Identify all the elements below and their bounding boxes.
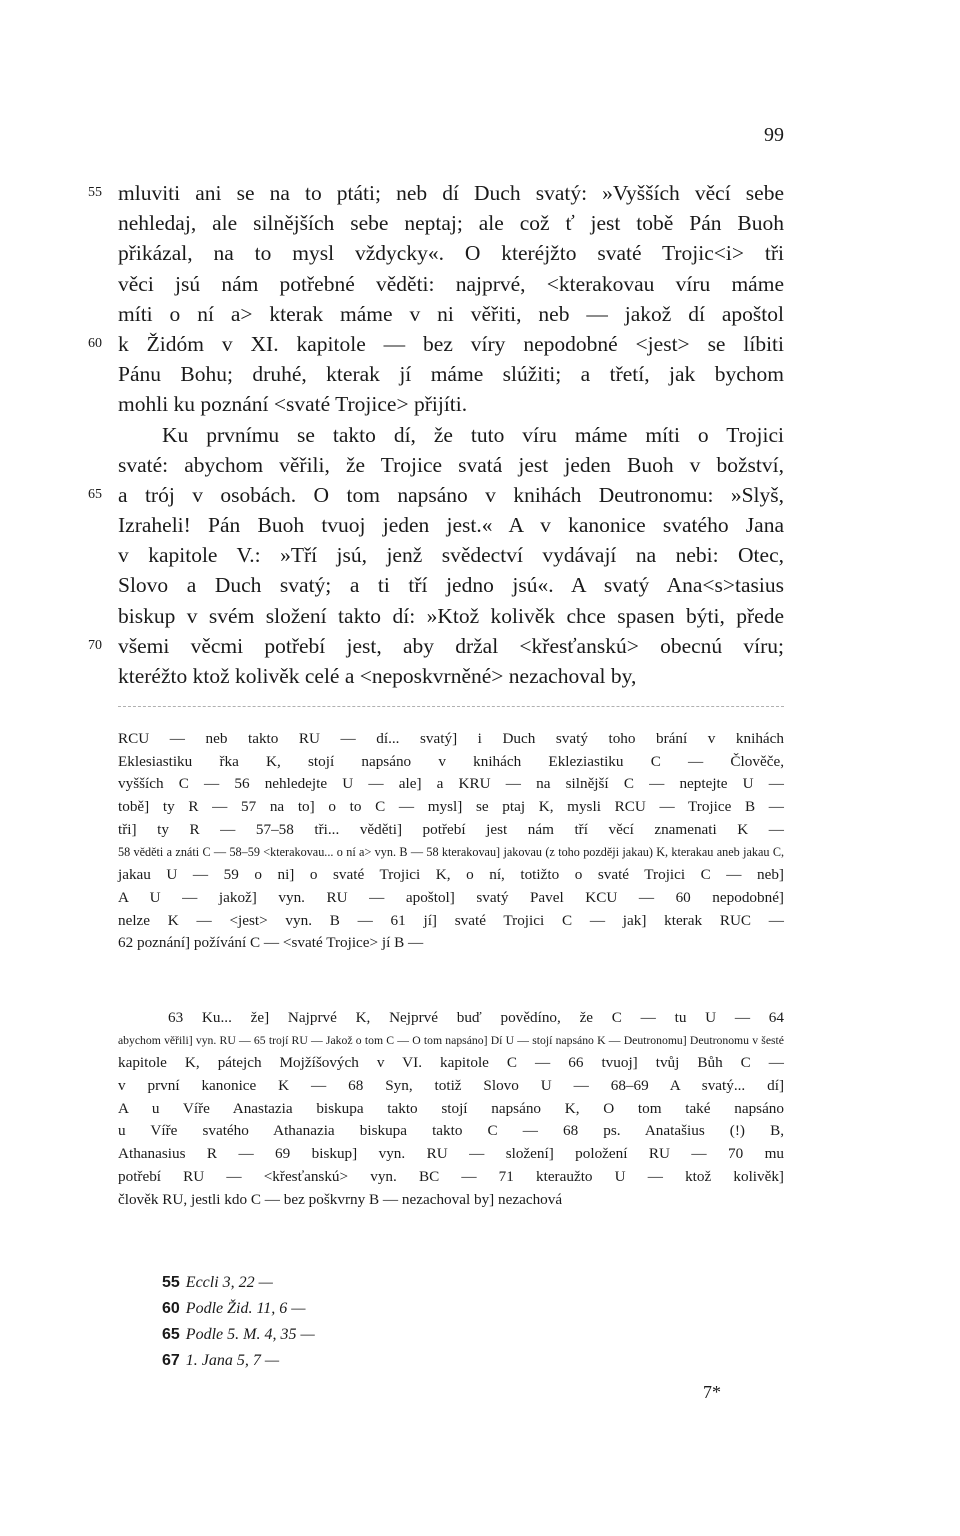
- line-number: 55: [88, 185, 102, 200]
- apparatus-line: tobě] ty R — 57 na to] o to C — mysl] se ptaj K, mysli RCU — Trojice B —: [118, 798, 784, 816]
- source-line-number: 67: [162, 1352, 180, 1369]
- source-citation: Eccli 3, 22 —: [185, 1274, 273, 1291]
- text-line: [118, 510, 784, 540]
- text-line: [88, 329, 784, 359]
- text-line: [118, 420, 784, 450]
- critical-apparatus-top: [118, 728, 784, 955]
- line-text: k Židóm v XI. kapitole — bez víry nepodobné <jest> se líbiti: [118, 331, 784, 356]
- line-text: Pánu Bohu; druhé, kterak jí máme slúžiti; a třetí, jak bychom: [118, 362, 784, 387]
- source-citation: Podle Žid. 11, 6 —: [185, 1300, 306, 1317]
- apparatus-line: A u Víře Anastazia biskupa takto stojí napsáno K, O tom také napsáno: [118, 1099, 784, 1117]
- source-reference: [162, 1296, 462, 1322]
- text-line: [118, 661, 784, 691]
- signature-mark: 7*: [703, 1382, 721, 1402]
- apparatus-line: vyšších C — 56 nehledejte U — ale] a KRU — na silnější C — neptejte U —: [118, 775, 784, 793]
- text-line: [118, 450, 784, 480]
- apparatus-line: jakau U — 59 o ni] o svaté Trojici K, o ní, totižto o svaté Trojici C — neb]: [118, 866, 784, 884]
- line-text: míti o ní a> kterak máme v ni věřiti, neb — jakož dí apoštol: [118, 301, 784, 326]
- line-text: nehledaj, ale silnějších sebe neptaj; ale což ť jest tobě Pán Buoh: [118, 211, 784, 236]
- line-text: mohli ku poznání <svaté Trojice> přijíti.: [118, 392, 468, 417]
- line-number: 65: [88, 486, 102, 502]
- apparatus-line: 63 Ku... že] Najprvé K, Nejprvé buď povědíno, že C — tu U — 64: [168, 1009, 784, 1026]
- text-line: [118, 570, 784, 600]
- source-line-number: 55: [162, 1274, 180, 1291]
- apparatus-line: 58 věděti a znáti C — 58–59 <kterakovau... o ní a> vyn. B — 58 kterakovau] jakovau (z toho později jakau) K, kterakau aneb jakau C,: [118, 845, 784, 860]
- apparatus-line: nelze K — <jest> vyn. B — 61 jí] svaté Trojici C — jak] kterak RUC —: [118, 911, 784, 929]
- apparatus-line: Eklesiastiku řka K, stojí napsáno v knihách Ekleziastiku C — Člověče,: [118, 752, 784, 770]
- line-text: v kapitole V.: »Tří jsú, jenž svědectví vydávají na nebi: Otec,: [118, 543, 784, 568]
- page-number: 99: [764, 124, 784, 146]
- text-line: [118, 208, 784, 238]
- text-line: [118, 359, 784, 389]
- apparatus-line: RCU — neb takto RU — dí... svatý] i Duch svatý toho brání v knihách: [118, 730, 784, 747]
- apparatus-divider: [118, 706, 784, 707]
- text-line: [88, 631, 784, 661]
- line-text: Ku prvnímu se takto dí, že tuto víru máme míti o Trojici: [162, 422, 784, 447]
- line-text: věci jsú nám potřebné věděti: najprvé, <kterakovau víru máme: [118, 271, 784, 296]
- line-text: mluviti ani se na to ptáti; neb dí Duch svatý: »Vyšších věcí sebe: [118, 181, 784, 205]
- apparatus-line: 62 poznání] požívání C — <svaté Trojice> jí B —: [118, 934, 424, 952]
- line-text: a trój v osobách. O tom napsáno v knihách Deutronomu: »Slyš,: [118, 482, 784, 507]
- apparatus-line: člověk RU, jestli kdo C — bez poškvrny B — nezachoval by] nezachová: [118, 1190, 563, 1208]
- apparatus-line: kapitole K, pátejch Mojžíšových v VI. kapitole C — 66 tvuoj] tvůj Bůh C —: [118, 1054, 784, 1072]
- text-line: [118, 540, 784, 570]
- line-number: 70: [88, 637, 102, 653]
- text-line: [88, 178, 784, 208]
- critical-apparatus-bottom: [118, 1007, 784, 1211]
- text-line: [118, 389, 784, 419]
- source-reference: [162, 1348, 462, 1374]
- apparatus-line: tři] ty R — 57–58 tři... věděti] potřebí jest nám tří věcí znamenati K —: [118, 820, 784, 838]
- text-line: [118, 601, 784, 631]
- apparatus-line: potřebí RU — <křesťanskú> vyn. BC — 71 kteraužto U — ktož kolivěk]: [118, 1167, 784, 1185]
- line-text: Slovo a Duch svatý; a ti tří jedno jsú«. A svatý Ana<s>tasius: [118, 573, 784, 598]
- text-line: [118, 269, 784, 299]
- line-text: všemi věcmi potřebí jest, aby držal <křesťanskú> obecnú víru;: [118, 633, 784, 658]
- source-references: [162, 1270, 462, 1374]
- apparatus-line: v první kanonice K — 68 Syn, totiž Slovo U — 68–69 A svatý... dí]: [118, 1077, 784, 1095]
- source-citation: 1. Jana 5, 7 —: [185, 1352, 280, 1369]
- text-line: [118, 299, 784, 329]
- source-line-number: 65: [162, 1326, 180, 1343]
- line-text: Izraheli! Pán Buoh tvuoj jeden jest.« A v kanonice svatého Jana: [118, 513, 784, 538]
- apparatus-line: abychom věřili] vyn. RU — 65 trojí RU — Jakož o tom C — O tom napsáno] Dí U — stojí napsáno K — Deutronomu] Deutronomu v šesté: [118, 1033, 784, 1047]
- text-line: [88, 480, 784, 510]
- source-line-number: 60: [162, 1300, 180, 1317]
- apparatus-line: A U — jakož] vyn. RU — apoštol] svatý Pavel KCU — 60 nepodobné]: [118, 888, 784, 906]
- line-text: biskup v svém složení takto dí: »Ktož kolivěk chce spasen býti, přede: [118, 603, 784, 628]
- main-text: [88, 178, 784, 691]
- line-text: přikázal, na to mysl vždycky«. O kteréjžto svaté Trojic<i> tři: [118, 241, 784, 266]
- apparatus-line: Athanasius R — 69 biskup] vyn. RU — složení] položení RU — 70 mu: [118, 1145, 784, 1163]
- source-citation: Podle 5. M. 4, 35 —: [185, 1326, 315, 1343]
- apparatus-line: u Víře svatého Athanazia biskupa takto C — 68 ps. Anatašius (!) B,: [118, 1122, 784, 1140]
- line-text: svaté: abychom věřili, že Trojice svatá jest jeden Buoh v božství,: [118, 452, 784, 477]
- line-number: 60: [88, 335, 102, 351]
- line-text: kteréžto ktož kolivěk celé a <neposkvrněné> nezachoval by,: [118, 664, 637, 688]
- source-reference: [162, 1322, 462, 1348]
- source-reference: [162, 1270, 462, 1296]
- text-line: [118, 238, 784, 268]
